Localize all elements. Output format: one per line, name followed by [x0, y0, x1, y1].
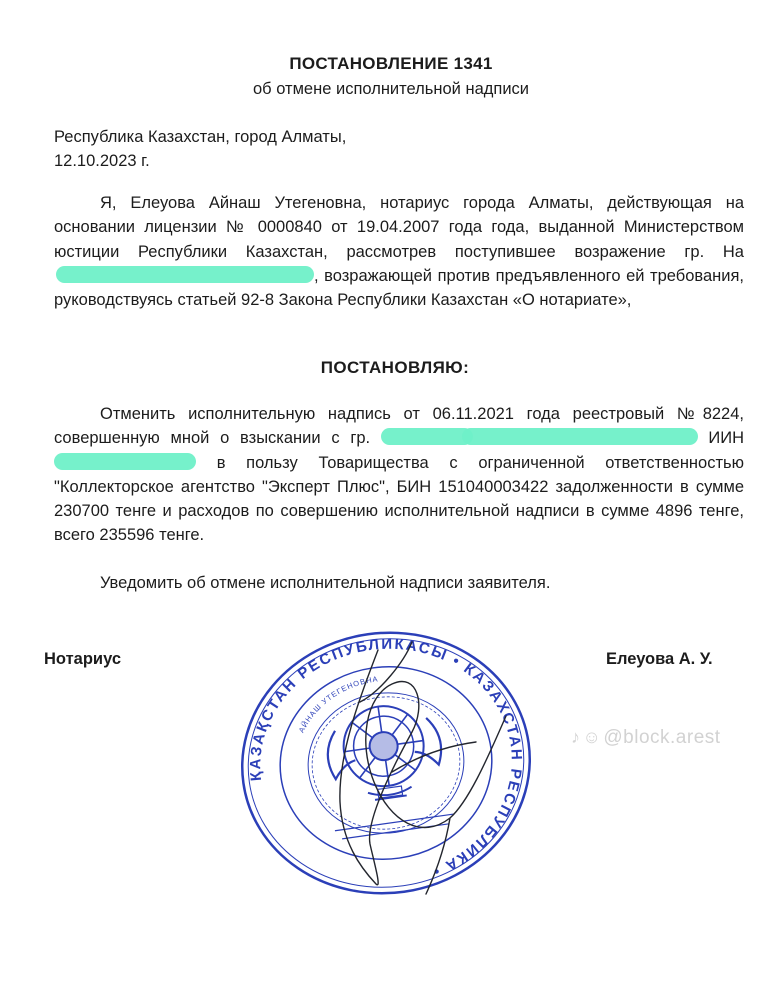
paragraph-notary-statement: [54, 191, 744, 312]
document-subtitle: об отмене исполнительной надписи: [253, 80, 529, 98]
watermark-text: @block.arest: [603, 727, 721, 748]
handwritten-signature: [300, 632, 510, 902]
redaction-mark: [462, 428, 698, 445]
signature-name: Елеуова А. У.: [606, 650, 713, 668]
paragraph2-text-start: Отменить исполнительную надпись от 06.11.2021 года реестровый №8224, совершенную мной о взыскании с гр.: [54, 405, 744, 448]
notify-line: Уведомить об отмене исполнительной надписи заявителя.: [100, 574, 551, 592]
redaction-mark: [54, 453, 196, 470]
tiktok-icon: ♪: [571, 727, 581, 747]
seal-outer-text: ҚАЗАҚСТАН РЕСПУБЛИКАСЫ • КАЗАХСТАН РЕСПУБЛИКА •: [247, 635, 525, 881]
document-place: Республика Казахстан, город Алматы,: [54, 128, 347, 146]
watermark: [571, 727, 721, 749]
paragraph2-iin-label: ИИН: [708, 429, 745, 448]
redaction-mark: [56, 266, 314, 283]
user-icon: ☺: [582, 727, 602, 747]
paragraph-resolution: [54, 402, 744, 548]
signature-label-notary: Нотариус: [44, 650, 122, 668]
paragraph2-text-end: в пользу Товарищества с ограниченной ответственностью "Коллекторское агентство "Эксперт Плюс", БИН 151040003422 задолженности в сумме 230700 тенге и расходов по совершению исполнительной надписи в сумме 4896 тенге, всего 235596 тенге.: [54, 453, 744, 545]
seal-inner-text: АЙНАШ УТЕГЕНОВНА: [296, 674, 379, 735]
paragraph1-text-end: , возражающей против предъявленного ей требования, руководствуясь статьей 92-8 Закона Республики Казахстан «О нотариате»,: [54, 266, 744, 310]
document-title: ПОСТАНОВЛЕНИЕ 1341: [289, 54, 493, 73]
paragraph1-text-start: Я, Елеуова Айнаш Утегеновна, нотариус города Алматы, действующая на основании лицензии № 0000840 от 19.04.2007 года года, выданной Министерством юстиции Республики Казахстан, рассмотрев поступившее возражение гр. На: [54, 194, 744, 261]
redaction-mark: [381, 428, 473, 445]
resolution-heading: ПОСТАНОВЛЯЮ:: [320, 358, 470, 377]
document-date: 12.10.2023 г.: [54, 152, 150, 170]
